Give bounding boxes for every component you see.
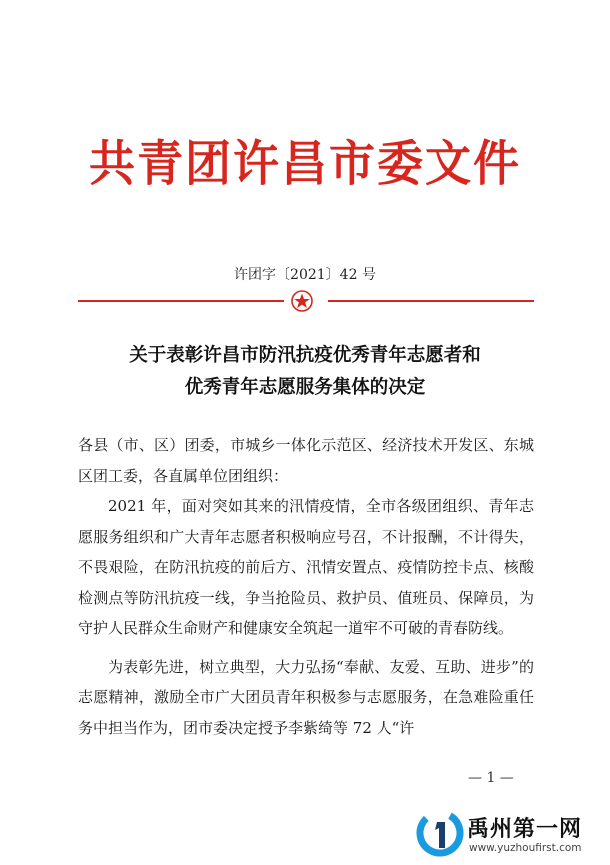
document-masthead: 共青团许昌市委文件 — [89, 134, 521, 192]
divider-line-left — [78, 300, 284, 302]
paragraph-1: 2021 年，面对突如其来的汛情疫情，全市各级团组织、青年志愿服务组织和广大青年志愿者积极响应号召，不计报酬，不计得失，不畏艰险，在防汛抗疫的前后方、汛情安置点、疫情防控卡点、核酸检测点等防汛抗疫一线，争当抢险员、救护员、值班员、保障员，为守护人民群众生命财产和健康安全筑起一道牢不可破的青春防线。 — [78, 497, 534, 637]
site-watermark[interactable] — [415, 806, 605, 862]
addressee: 各县（市、区）团委，市城乡一体化示范区、经济技术开发区、东城区团工委，各直属单位团组织： — [78, 436, 534, 485]
page-number: — 1 — — [468, 770, 514, 786]
document-number: 许团字〔2021〕42 号 — [234, 267, 376, 283]
watermark-site-url: www.yuzhoufirst.com — [469, 842, 582, 854]
document-body — [78, 430, 534, 743]
title-line-2: 优秀青年志愿服务集体的决定 — [184, 377, 426, 398]
paragraph-2: 为表彰先进，树立典型，大力弘扬“奉献、友爱、互助、进步”的志愿精神，激励全市广大团员青年积极参与志愿服务，在急难险重任务中担当作为，团市委决定授予李紫绮等 72 人“许 — [78, 657, 534, 737]
document-title — [60, 340, 550, 404]
divider-line-right — [328, 300, 534, 302]
star-emblem-icon — [291, 290, 313, 312]
title-line-1: 关于表彰许昌市防汛抗疫优秀青年志愿者和 — [129, 345, 481, 366]
site-logo-icon — [415, 808, 465, 858]
watermark-site-name: 禹州第一网 — [467, 817, 583, 842]
red-divider — [78, 290, 534, 312]
